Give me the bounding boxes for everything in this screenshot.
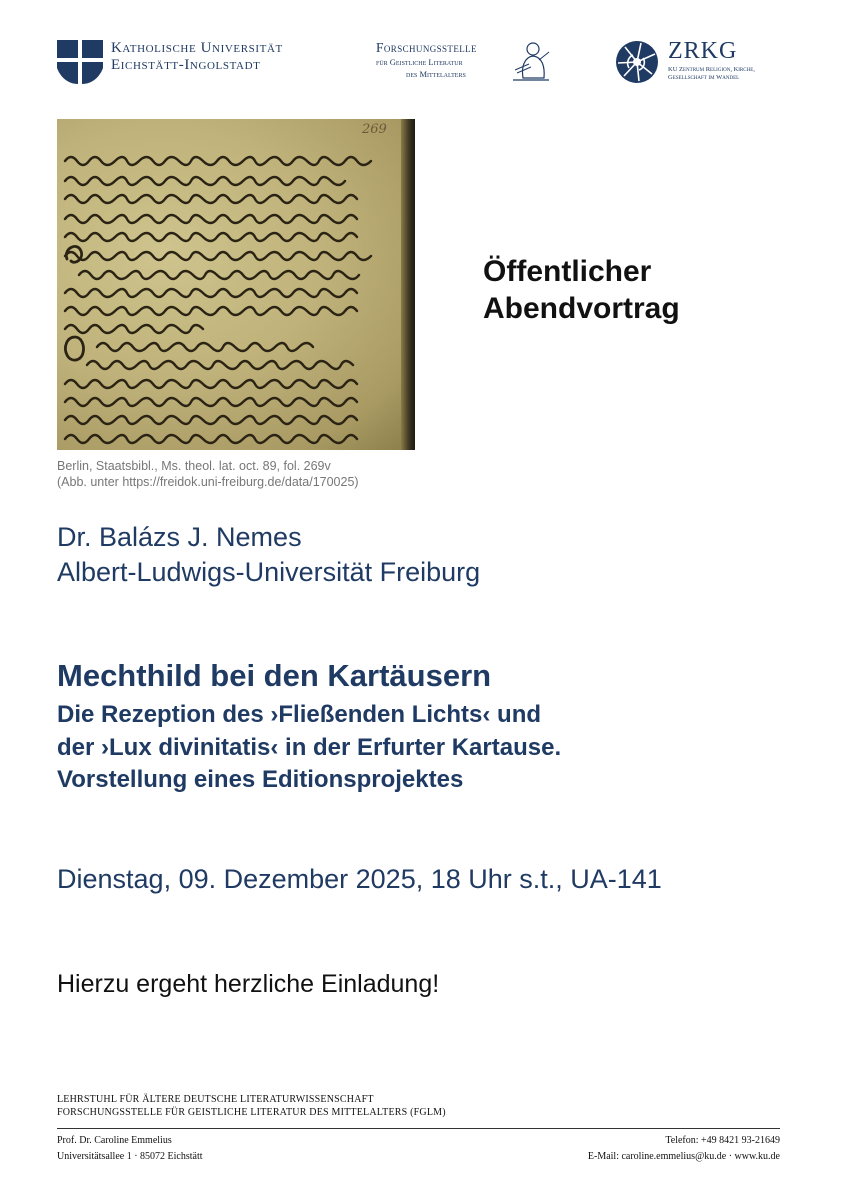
forschungsstelle-logo [376,40,556,84]
talk-subtitle-line1: Die Rezeption des ›Fließenden Lichts‹ und [57,701,542,728]
image-caption [57,458,359,490]
caption-link: (Abb. unter https://freidok.uni-freiburg.de/data/170025) [57,475,359,489]
footer-research-center: FORSCHUNGSSTELLE FÜR GEISTLICHE LITERATUR DES MITTELALTERS (FGLM) [57,1107,446,1118]
event-datetime: Dienstag, 09. Dezember 2025, 18 Uhr s.t., UA-141 [57,864,662,894]
footer-phone: Telefon: +49 8421 93-21649 [665,1135,780,1146]
caption-source: Berlin, Staatsbibl., Ms. theol. lat. oct. 89, fol. 269v [57,459,331,473]
zrkg-logo [615,40,790,84]
scribe-illustration-icon [511,40,551,82]
speaker-block [57,520,480,590]
ku-logo-text [111,40,283,74]
event-type-line1: Öffentlicher [483,255,652,288]
zrkg-subline-1: KU Zentrum Religion, Kirche, [668,66,755,73]
footer-professor-name: Prof. Dr. Caroline Emmelius [57,1135,172,1146]
talk-title: Mechthild bei den Kartäusern [57,658,492,693]
talk-subtitle-line2: der ›Lux divinitatis‹ in der Erfurter Kartause. [57,733,562,761]
manuscript-image [57,119,415,450]
footer-divider [57,1128,780,1129]
ku-logo [57,40,322,84]
zrkg-subline-2: Gesellschaft im Wandel [668,74,740,81]
talk-subtitle-line3: Vorstellung eines Editionsprojektes [57,766,464,793]
ku-name-line1: Katholische Universität [111,40,283,56]
footer-chair: LEHRSTUHL FÜR ÄLTERE DEUTSCHE LITERATURWISSENSCHAFT [57,1094,374,1105]
invitation-text: Hierzu ergeht herzliche Einladung! [57,970,440,998]
event-type-heading [483,253,680,327]
fs-subline-2: des Mittelalters [406,69,466,79]
zrkg-name: ZRKG [668,38,738,64]
speaker-affiliation: Albert-Ludwigs-Universität Freiburg [57,557,481,587]
fs-title: Forschungsstelle [376,40,477,55]
ku-name-line2: Eichstätt-Ingolstadt [111,57,261,73]
manuscript-binding-edge [401,119,415,450]
talk-subtitle [57,699,561,797]
event-type-line2: Abendvortrag [483,292,680,325]
manuscript-script-illustration [57,119,415,450]
zrkg-emblem-icon [615,40,659,84]
speaker-name: Dr. Balázs J. Nemes [57,522,302,552]
fs-subline-1: für Geistliche Literatur [376,57,463,67]
svg-text:269: 269 [362,122,387,137]
footer-contact: E-Mail: caroline.emmelius@ku.de · www.ku.de [587,1151,780,1162]
footer-address: Universitätsallee 1 · 85072 Eichstätt [57,1151,203,1162]
ku-emblem-icon [57,40,103,84]
